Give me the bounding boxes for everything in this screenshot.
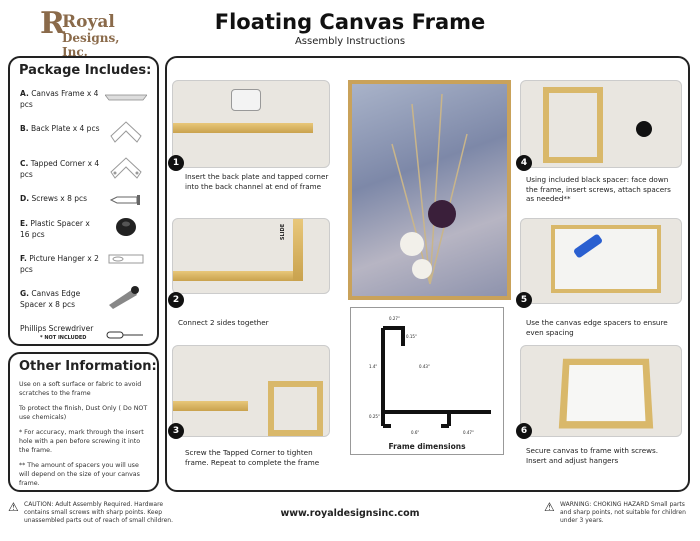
caution-text: CAUTION: Adult Assembly Required. Hardware contains small screws with sharp points. Keep unassembled parts out of reach of small children. [24,501,173,524]
frame-rail-icon [105,88,147,108]
package-item: F. Picture Hanger x 2 pcs [20,254,99,274]
framed-canvas-painting [348,80,511,300]
screw-icon [105,191,147,211]
package-item: C. Tapped Corner x 4 pcs [20,159,100,179]
step-number: 3 [168,423,184,439]
step-1-image [172,80,330,168]
tool-label: Phillips Screwdriver [20,324,94,333]
step-text: Connect 2 sides together [178,318,269,327]
package-includes-panel [8,56,159,346]
screwdriver-icon [105,325,147,345]
choking-warning-text: WARNING: CHOKING HAZARD Small parts and sharp points, not suitable for children under 3 years. [560,501,686,524]
step-5-image [520,218,682,304]
step-6-image [520,345,682,437]
step-text: Insert the back plate and tapped corner into the back channel at end of frame [185,172,329,191]
other-information-panel [8,352,159,492]
tapped-corner-icon [105,154,147,182]
hanger-icon [105,251,147,271]
page-title: Floating Canvas Frame [214,10,486,34]
note: ** The amount of spacers you will use will depend on the size of your canvas frame. [19,462,140,487]
step-number: 1 [168,155,184,171]
brand-logo: R Royal Designs, Inc. [40,6,120,59]
website-url[interactable]: www.royaldesignsinc.com [280,508,420,519]
edge-spacer-icon [105,283,147,311]
frame-dimensions-diagram: 0.27" 0.15" 1.4" 0.43" 0.25" 0.6" 0.47" Frame dimensions [350,307,504,455]
step-text: Using included black spacer: face down the frame, insert screws, attach spacers as needed** [526,175,671,203]
back-plate-icon [105,118,147,146]
step-number: 4 [516,155,532,171]
step-number: 2 [168,292,184,308]
step-text: Secure canvas to frame with screws. Insert and adjust hangers [526,446,659,465]
note: * For accuracy, mark through the insert hole with a pen before screwing it into the frame. [19,429,144,454]
package-item: D. Screws x 8 pcs [20,194,88,203]
page-subtitle: Assembly Instructions [294,36,406,47]
step-number: 6 [516,423,532,439]
dimensions-caption: Frame dimensions [388,442,466,451]
note: To protect the finish, Dust Only ( Do NOT use chemicals) [19,405,148,421]
step-number: 5 [516,292,532,308]
package-item: B. Back Plate x 4 pcs [20,124,100,133]
package-item: A. Canvas Frame x 4 pcs [20,89,99,109]
step-text: Screw the Tapped Corner to tighten frame. Repeat to complete the frame [185,448,320,467]
warning-triangle-icon: ⚠ [544,500,555,514]
package-item: E. Plastic Spacer x 16 pcs [20,219,90,239]
package-heading: Package Includes: [19,63,152,78]
step-text: Use the canvas edge spacers to ensure even spacing [526,318,668,337]
step-4-image [520,80,682,168]
package-item: G. Canvas Edge Spacer x 8 pcs [20,289,81,309]
step-2-image: SLIDE [172,218,330,294]
spacer-icon [105,216,147,238]
step-3-image [172,345,330,437]
note: Use on a soft surface or fabric to avoid scratches to the frame [19,381,142,397]
tool-note: * NOT INCLUDED [40,335,87,341]
warning-triangle-icon: ⚠ [8,500,19,514]
other-heading: Other Information: [19,359,157,374]
